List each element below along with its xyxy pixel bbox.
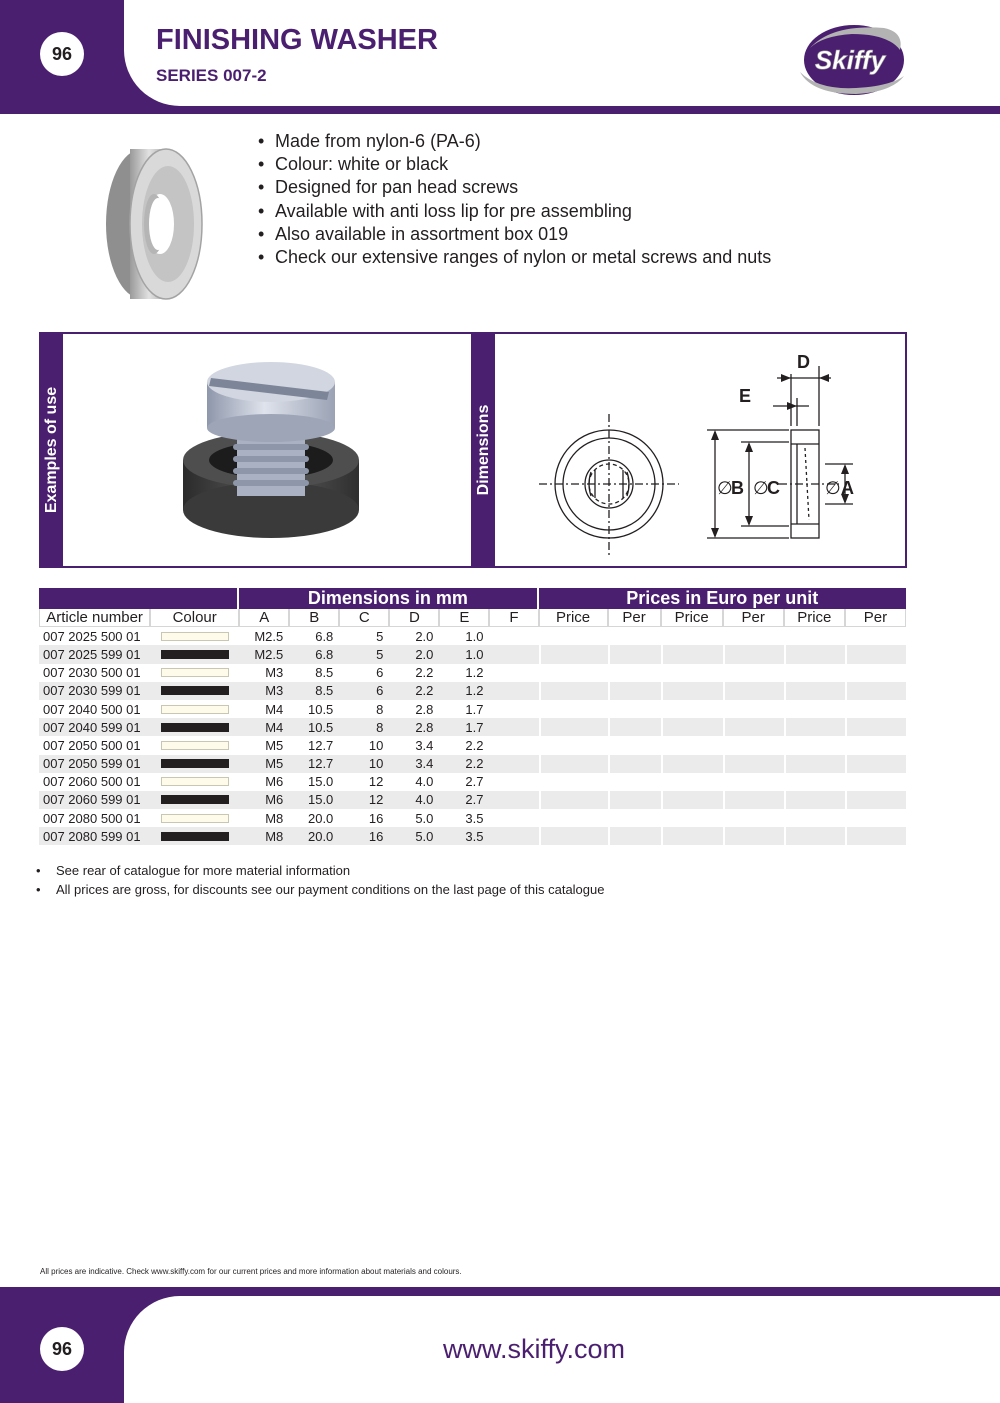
colour-swatch-black (161, 723, 229, 732)
feature-item: • Designed for pan head screws (258, 176, 771, 199)
cell-per (723, 682, 784, 700)
cell-d: 3.4 (389, 755, 439, 773)
colour-swatch-white (161, 777, 229, 786)
cell-per (845, 755, 906, 773)
cell-colour (150, 700, 239, 718)
group-header-dimensions: Dimensions in mm (239, 588, 538, 609)
cell-a: M4 (265, 701, 284, 717)
product-table-body (39, 627, 906, 845)
cell-e: 3.5 (465, 810, 484, 826)
cell-article-number: 007 2040 500 01 (43, 701, 141, 717)
feature-item: • Check our extensive ranges of nylon or metal screws and nuts (258, 246, 771, 269)
table-row (39, 627, 906, 645)
svg-text:∅: ∅ (717, 478, 733, 498)
feature-item: • Also available in assortment box 019 (258, 223, 771, 246)
col-b: B (289, 609, 339, 627)
cell-price (661, 791, 723, 809)
notes-list (36, 862, 604, 899)
cell-c: 16 (368, 810, 384, 826)
cell-d: 4.0 (415, 774, 434, 790)
cell-price (661, 755, 723, 773)
cell-a: M6 (239, 791, 289, 809)
cell-f (489, 627, 538, 645)
cell-colour (150, 755, 239, 773)
table-row (39, 773, 906, 791)
cell-per (608, 718, 661, 736)
cell-per (723, 700, 784, 718)
cell-a: M5 (239, 755, 289, 773)
cell-f (489, 645, 538, 663)
feature-item: • Colour: white or black (258, 153, 771, 176)
cell-price (539, 682, 608, 700)
cell-b: 20.0 (307, 810, 334, 826)
cell-d: 3.4 (415, 737, 434, 753)
dim-label-d: D (797, 352, 810, 372)
cell-c: 10 (339, 755, 389, 773)
cell-c: 8 (339, 718, 389, 736)
website-link[interactable]: www.skiffy.com (443, 1334, 626, 1364)
cell-per (845, 809, 906, 827)
cell-c: 6 (376, 665, 384, 681)
cell-per (845, 827, 906, 845)
cell-per (845, 700, 906, 718)
cell-per (608, 664, 661, 682)
table-row (39, 809, 906, 827)
table-row (39, 682, 906, 700)
svg-text:∅: ∅ (825, 478, 841, 498)
col-per-3: Per (845, 609, 906, 627)
page-title: FINISHING WASHER (156, 24, 438, 56)
cell-article-number: 007 2050 500 01 (43, 737, 141, 753)
cell-per (608, 809, 661, 827)
cell-per (723, 809, 784, 827)
cell-e: 1.7 (465, 701, 484, 717)
cell-e: 2.7 (465, 774, 484, 790)
cell-colour (150, 791, 239, 809)
cell-per (723, 718, 784, 736)
cell-price (539, 773, 608, 791)
examples-panel (39, 332, 475, 568)
cell-a: M3 (265, 665, 284, 681)
cell-per (608, 736, 661, 754)
cell-b: 12.7 (289, 755, 339, 773)
cell-price (539, 718, 608, 736)
cell-price (784, 773, 845, 791)
cell-d: 2.0 (389, 645, 439, 663)
col-per-2: Per (723, 609, 784, 627)
cell-price (661, 809, 723, 827)
cell-b: 8.5 (315, 665, 334, 681)
cell-c: 10 (368, 737, 384, 753)
cell-price (539, 627, 608, 645)
page-subtitle: SERIES 007-2 (156, 66, 267, 85)
col-per-1: Per (608, 609, 661, 627)
note-item: • All prices are gross, for discounts see our payment conditions on the last page of this catalogue (36, 881, 604, 900)
cell-f (489, 700, 538, 718)
col-colour: Colour (150, 609, 239, 627)
header-underline (124, 108, 1000, 114)
cell-c: 12 (368, 774, 384, 790)
col-article-number: Article number (39, 609, 150, 627)
cell-article-number: 007 2025 500 01 (43, 628, 141, 644)
cell-per (608, 755, 661, 773)
cell-per (608, 827, 661, 845)
cell-per (845, 718, 906, 736)
cell-e: 1.0 (439, 645, 489, 663)
colour-swatch-white (161, 814, 229, 823)
cell-a: M2.5 (254, 628, 284, 644)
cell-c: 8 (376, 701, 384, 717)
cell-c: 16 (339, 827, 389, 845)
cell-per (723, 645, 784, 663)
table-row (39, 700, 906, 718)
cell-price (661, 682, 723, 700)
cell-price (539, 664, 608, 682)
cell-c: 12 (339, 791, 389, 809)
washer-product-image (88, 145, 208, 303)
cell-b: 6.8 (315, 628, 334, 644)
cell-per (845, 791, 906, 809)
logo-text: Skiffy (814, 45, 886, 75)
cell-price (784, 791, 845, 809)
table-row (39, 827, 906, 845)
cell-b: 20.0 (289, 827, 339, 845)
cell-per (608, 700, 661, 718)
feature-item: • Available with anti loss lip for pre assembling (258, 200, 771, 223)
footer-page-number-badge: 96 (40, 1327, 84, 1371)
cell-article-number: 007 2060 500 01 (43, 774, 141, 790)
cell-price (784, 809, 845, 827)
cell-article-number: 007 2080 599 01 (39, 827, 150, 845)
cell-price (539, 791, 608, 809)
cell-per (845, 664, 906, 682)
cell-per (723, 627, 784, 645)
col-price-1: Price (539, 609, 608, 627)
dim-label-a: A (841, 478, 854, 498)
group-header-prices: Prices in Euro per unit (539, 588, 906, 609)
cell-per (723, 664, 784, 682)
cell-price (784, 736, 845, 754)
colour-swatch-black (161, 832, 229, 841)
cell-per (845, 627, 906, 645)
cell-per (608, 791, 661, 809)
cell-colour (150, 809, 239, 827)
cell-price (784, 827, 845, 845)
cell-per (845, 736, 906, 754)
table-row (39, 664, 906, 682)
product-table (39, 588, 906, 845)
cell-colour (150, 664, 239, 682)
feature-item: • Made from nylon-6 (PA-6) (258, 130, 771, 153)
dimensions-label: Dimensions (475, 404, 492, 496)
table-row (39, 755, 906, 773)
page-number-badge: 96 (40, 32, 84, 76)
colour-swatch-white (161, 741, 229, 750)
col-price-2: Price (661, 609, 723, 627)
cell-price (539, 645, 608, 663)
colour-swatch-black (161, 795, 229, 804)
cell-price (661, 700, 723, 718)
cell-a: M5 (265, 737, 284, 753)
cell-b: 10.5 (307, 701, 334, 717)
cell-price (784, 627, 845, 645)
colour-swatch-white (161, 632, 229, 641)
col-c: C (339, 609, 389, 627)
cell-colour (150, 682, 239, 700)
dimensions-sidebar (473, 334, 495, 566)
cell-f (489, 755, 538, 773)
skiffy-logo (792, 20, 908, 100)
dimension-drawing (509, 344, 899, 562)
cell-article-number: 007 2030 500 01 (43, 665, 141, 681)
cell-a: M8 (239, 827, 289, 845)
colour-swatch-white (161, 705, 229, 714)
cell-b: 15.0 (289, 791, 339, 809)
cell-c: 5 (376, 628, 384, 644)
cell-article-number: 007 2060 599 01 (39, 791, 150, 809)
cell-article-number: 007 2040 599 01 (39, 718, 150, 736)
cell-price (661, 627, 723, 645)
cell-f (489, 682, 538, 700)
cell-d: 5.0 (415, 810, 434, 826)
cell-per (723, 791, 784, 809)
cell-article-number: 007 2030 599 01 (39, 682, 150, 700)
cell-price (784, 718, 845, 736)
examples-label: Examples of use (43, 386, 60, 514)
col-f: F (489, 609, 538, 627)
cell-price (539, 809, 608, 827)
cell-f (489, 718, 538, 736)
svg-text:∅: ∅ (753, 478, 769, 498)
cell-per (723, 755, 784, 773)
cell-b: 10.5 (289, 718, 339, 736)
cell-c: 6 (339, 682, 389, 700)
cell-e: 1.7 (439, 718, 489, 736)
cell-price (661, 664, 723, 682)
table-row (39, 718, 906, 736)
cell-d: 2.0 (415, 628, 434, 644)
cell-colour (150, 627, 239, 645)
dimensions-panel (471, 332, 907, 568)
cell-colour (150, 773, 239, 791)
cell-per (845, 682, 906, 700)
cell-b: 12.7 (307, 737, 334, 753)
col-e: E (439, 609, 489, 627)
cell-colour (150, 645, 239, 663)
colour-swatch-white (161, 668, 229, 677)
cell-e: 1.2 (465, 665, 484, 681)
cell-per (723, 773, 784, 791)
col-price-3: Price (784, 609, 845, 627)
cell-per (723, 827, 784, 845)
cell-price (539, 827, 608, 845)
cell-per (608, 682, 661, 700)
cell-a: M3 (239, 682, 289, 700)
cell-b: 6.8 (289, 645, 339, 663)
cell-e: 1.0 (465, 628, 484, 644)
cell-per (608, 773, 661, 791)
cell-c: 5 (339, 645, 389, 663)
cell-price (784, 645, 845, 663)
example-screw-image (171, 348, 371, 548)
cell-a: M6 (265, 774, 284, 790)
cell-price (539, 755, 608, 773)
cell-price (784, 700, 845, 718)
cell-colour (150, 736, 239, 754)
examples-sidebar (41, 334, 63, 566)
dim-label-c: C (767, 478, 780, 498)
col-d: D (389, 609, 439, 627)
cell-colour (150, 718, 239, 736)
cell-f (489, 773, 538, 791)
cell-d: 2.2 (415, 665, 434, 681)
cell-d: 5.0 (389, 827, 439, 845)
colour-swatch-black (161, 759, 229, 768)
cell-d: 2.8 (389, 718, 439, 736)
cell-e: 2.7 (439, 791, 489, 809)
cell-article-number: 007 2050 599 01 (39, 755, 150, 773)
cell-per (845, 773, 906, 791)
col-a: A (239, 609, 289, 627)
cell-f (489, 664, 538, 682)
cell-price (661, 718, 723, 736)
cell-per (845, 645, 906, 663)
cell-f (489, 736, 538, 754)
cell-a: M8 (265, 810, 284, 826)
cell-price (539, 700, 608, 718)
dim-label-e: E (739, 386, 752, 406)
cell-d: 2.2 (389, 682, 439, 700)
cell-price (661, 827, 723, 845)
cell-e: 2.2 (465, 737, 484, 753)
cell-colour (150, 827, 239, 845)
group-header-article (39, 588, 239, 609)
cell-a: M2.5 (239, 645, 289, 663)
cell-price (661, 773, 723, 791)
cell-article-number: 007 2025 599 01 (39, 645, 150, 663)
cell-a: M4 (239, 718, 289, 736)
cell-price (661, 736, 723, 754)
cell-d: 4.0 (389, 791, 439, 809)
table-row (39, 645, 906, 663)
cell-d: 2.8 (415, 701, 434, 717)
cell-e: 1.2 (439, 682, 489, 700)
cell-price (661, 645, 723, 663)
cell-e: 2.2 (439, 755, 489, 773)
cell-price (784, 755, 845, 773)
note-item: • See rear of catalogue for more material information (36, 862, 604, 881)
cell-f (489, 791, 538, 809)
table-row (39, 791, 906, 809)
cell-article-number: 007 2080 500 01 (43, 810, 141, 826)
dim-label-b: B (731, 478, 744, 498)
cell-f (489, 827, 538, 845)
table-row (39, 736, 906, 754)
cell-f (489, 809, 538, 827)
cell-price (784, 664, 845, 682)
cell-per (723, 736, 784, 754)
cell-b: 8.5 (289, 682, 339, 700)
cell-per (608, 645, 661, 663)
cell-per (608, 627, 661, 645)
cell-price (539, 736, 608, 754)
colour-swatch-black (161, 686, 229, 695)
feature-list (258, 130, 771, 269)
cell-e: 3.5 (439, 827, 489, 845)
colour-swatch-black (161, 650, 229, 659)
cell-price (784, 682, 845, 700)
cell-b: 15.0 (307, 774, 334, 790)
price-disclaimer: All prices are indicative. Check www.skiffy.com for our current prices and more information about materials and colours. (40, 1267, 462, 1276)
